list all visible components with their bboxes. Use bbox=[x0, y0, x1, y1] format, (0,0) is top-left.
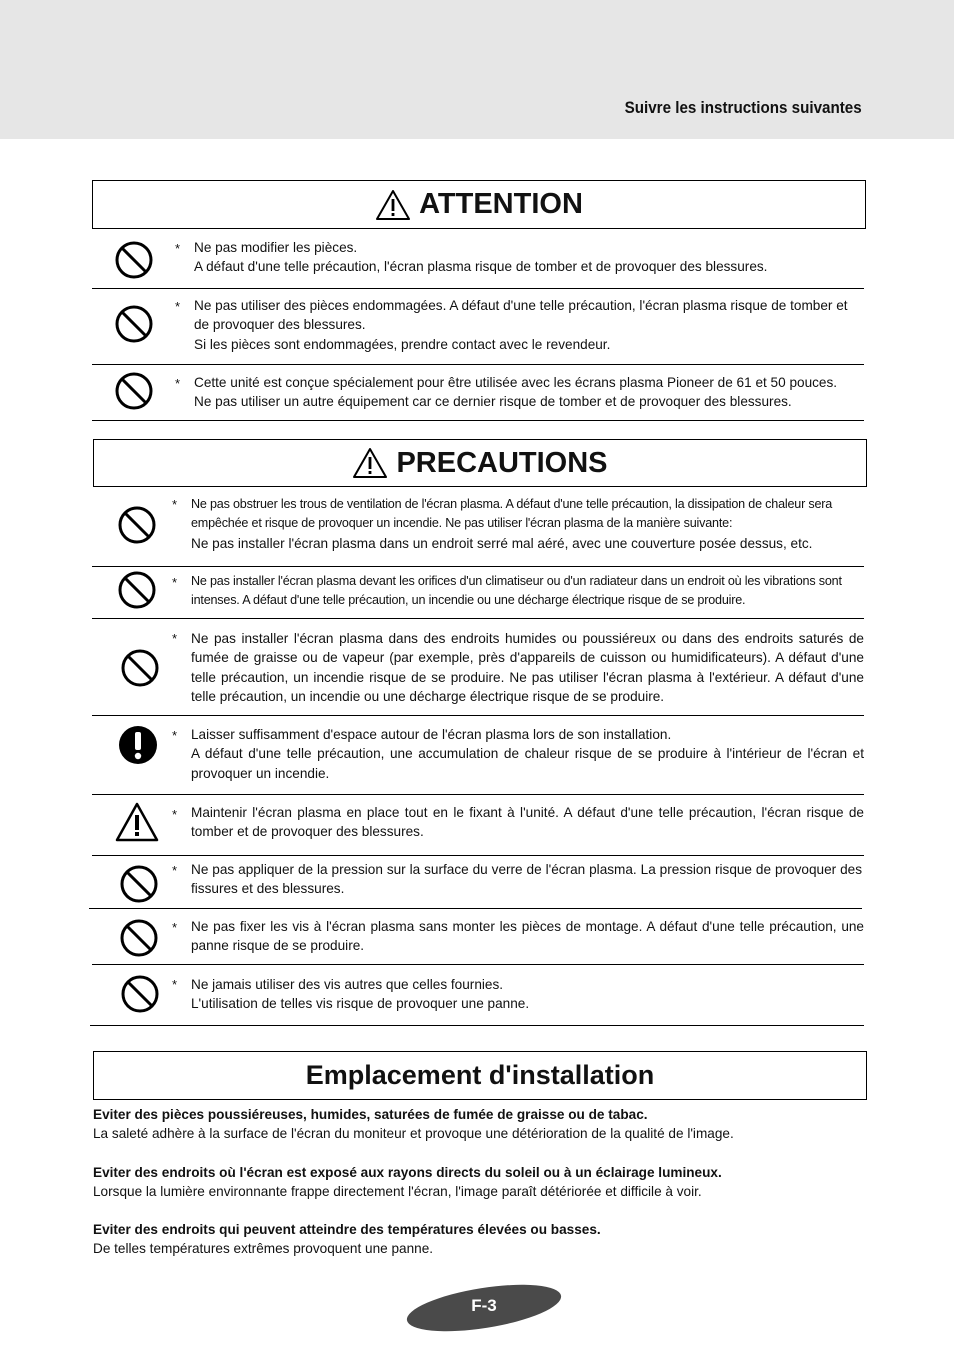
precautions-title-box bbox=[93, 439, 867, 487]
precaution-item bbox=[92, 909, 864, 965]
precaution-item bbox=[89, 856, 862, 909]
item-line: Ne pas utiliser un autre équipement car ce dernier risque de tomber et de provoquer des blessures. bbox=[194, 394, 792, 410]
precaution-item bbox=[92, 567, 864, 619]
item-line: Ne pas utiliser des pièces endommagées. A défaut d'une telle précaution, l'écran plasma risque de tomber et de provoquer des blessures. bbox=[194, 298, 848, 333]
prohibition-icon bbox=[114, 371, 154, 411]
prohibition-icon bbox=[119, 864, 159, 904]
top-band bbox=[0, 0, 954, 139]
item-line: A défaut d'une telle précaution, une accumulation de chaleur risque de se produire à l'intérieur de l'écran et provoquer un incendie. bbox=[191, 746, 864, 781]
item-line: Ne pas obstruer les trous de ventilation de l'écran plasma. A défaut d'une telle précaution, la dissipation de chaleur sera empêchée et risque de provoquer un incendie. Ne pas utiliser l'écran plasma de la manière suivante: bbox=[191, 497, 833, 531]
item-line: Laisser suffisamment d'espace autour de l'écran plasma lors de son installation. bbox=[191, 727, 672, 742]
item-text bbox=[191, 803, 864, 842]
precaution-item bbox=[92, 619, 864, 716]
page-number: F-3 bbox=[471, 1296, 497, 1315]
attention-item bbox=[92, 289, 864, 365]
item-line: Ne pas installer l'écran plasma devant les orifices d'un climatiseur ou d'un radiateur dans un endroit où les vibrations sont intenses. A défaut d'une telle précaution, un incendie ou une décharge électrique risque de se produire. bbox=[191, 574, 842, 608]
item-text bbox=[191, 725, 864, 783]
warning-triangle-icon bbox=[352, 447, 388, 479]
installation-text: De telles températures extrêmes provoquent une panne. bbox=[93, 1241, 434, 1256]
attention-item bbox=[92, 229, 864, 289]
mandatory-exclamation-icon bbox=[118, 725, 158, 765]
item-text bbox=[191, 860, 862, 899]
precaution-item bbox=[90, 965, 864, 1026]
warning-triangle-icon bbox=[375, 189, 411, 221]
item-text bbox=[191, 572, 864, 611]
item-line: Ne pas fixer les vis à l'écran plasma sans monter les pièces de montage. A défaut d'une telle précaution, une panne risque de se produire. bbox=[191, 919, 864, 954]
bullet-star: * bbox=[172, 863, 178, 878]
bullet-star: * bbox=[172, 728, 178, 743]
bullet-star: * bbox=[172, 497, 178, 512]
installation-heading: Eviter des endroits où l'écran est exposé aux rayons directs du soleil ou à un éclairage lumineux. bbox=[93, 1165, 722, 1180]
prohibition-icon bbox=[114, 240, 154, 280]
item-line: Ne pas modifier les pièces. bbox=[194, 240, 358, 255]
installation-item bbox=[93, 1220, 865, 1258]
bullet-star: * bbox=[175, 299, 181, 314]
prohibition-icon bbox=[114, 304, 154, 344]
attention-title: ATTENTION bbox=[419, 188, 583, 220]
page-header-title: Suivre les instructions suivantes bbox=[624, 99, 862, 117]
bullet-star: * bbox=[172, 631, 178, 646]
prohibition-icon bbox=[119, 918, 159, 958]
item-text bbox=[194, 373, 864, 412]
precaution-item bbox=[92, 795, 864, 856]
installation-item bbox=[93, 1163, 865, 1201]
installation-title: Emplacement d'installation bbox=[305, 1060, 655, 1090]
item-line: Cette unité est conçue spécialement pour être utilisée avec les écrans plasma Pioneer de 61 et 50 pouces. bbox=[194, 375, 838, 390]
item-line: Ne pas installer l'écran plasma dans un endroit serré mal aéré, avec une couverture posée dessus, etc. bbox=[191, 535, 813, 551]
bullet-star: * bbox=[172, 575, 178, 590]
precaution-item bbox=[92, 716, 864, 795]
prohibition-icon bbox=[117, 505, 157, 545]
item-text bbox=[191, 629, 864, 706]
item-line: Maintenir l'écran plasma en place tout en le fixant à l'unité. A défaut d'une telle précaution, l'écran risque de tomber et de provoquer des blessures. bbox=[191, 805, 864, 840]
item-line: Si les pièces sont endommagées, prendre contact avec le revendeur. bbox=[194, 336, 611, 352]
item-line: A défaut d'une telle précaution, l'écran plasma risque de tomber et de provoquer des blessures. bbox=[194, 259, 768, 275]
prohibition-icon bbox=[117, 570, 157, 610]
item-text bbox=[191, 917, 864, 956]
item-text bbox=[194, 238, 864, 277]
item-line: Ne pas installer l'écran plasma dans des endroits humides ou poussiéreux ou dans des endroits saturés de fumée de graisse ou de vapeur (par exemple, près d'appareils de cuisson ou humidificateurs). A défaut d'une telle précaution, un incendie risque de se produire. Ne pas utiliser l'écran plasma à l'extérieur. A défaut d'une telle précaution, un incendie ou une décharge électrique risque de se produire. bbox=[191, 631, 864, 704]
item-text bbox=[194, 296, 864, 354]
item-line: Ne pas appliquer de la pression sur la surface du verre de l'écran plasma. La pression risque de provoquer des fissures et des blessures. bbox=[191, 862, 862, 897]
installation-item bbox=[93, 1105, 865, 1143]
prohibition-icon bbox=[120, 974, 160, 1014]
installation-text: La saleté adhère à la surface de l'écran du moniteur et provoque une détérioration de la qualité de l'image. bbox=[93, 1126, 734, 1141]
item-line: Ne jamais utiliser des vis autres que celles fournies. bbox=[191, 977, 504, 992]
item-text bbox=[191, 495, 864, 553]
page-number-tag bbox=[406, 1282, 562, 1334]
item-line: L'utilisation de telles vis risque de provoquer une panne. bbox=[191, 996, 530, 1012]
attention-title-box bbox=[92, 180, 866, 229]
bullet-star: * bbox=[175, 241, 181, 256]
precaution-item bbox=[92, 487, 864, 567]
installation-heading: Eviter des endroits qui peuvent atteindre des températures élevées ou basses. bbox=[93, 1222, 601, 1237]
bullet-star: * bbox=[175, 376, 181, 391]
installation-text: Lorsque la lumière environnante frappe directement l'écran, l'image paraît détériorée et difficile à voir. bbox=[93, 1184, 702, 1199]
prohibition-icon bbox=[120, 648, 160, 688]
bullet-star: * bbox=[172, 920, 178, 935]
precautions-title: PRECAUTIONS bbox=[396, 446, 608, 479]
bullet-star: * bbox=[172, 977, 178, 992]
warning-triangle-icon bbox=[114, 801, 160, 843]
installation-heading: Eviter des pièces poussiéreuses, humides, saturées de fumée de graisse ou de tabac. bbox=[93, 1107, 648, 1122]
item-text bbox=[191, 975, 864, 1014]
attention-item bbox=[92, 365, 864, 421]
bullet-star: * bbox=[172, 807, 178, 822]
installation-title-box bbox=[93, 1051, 867, 1100]
